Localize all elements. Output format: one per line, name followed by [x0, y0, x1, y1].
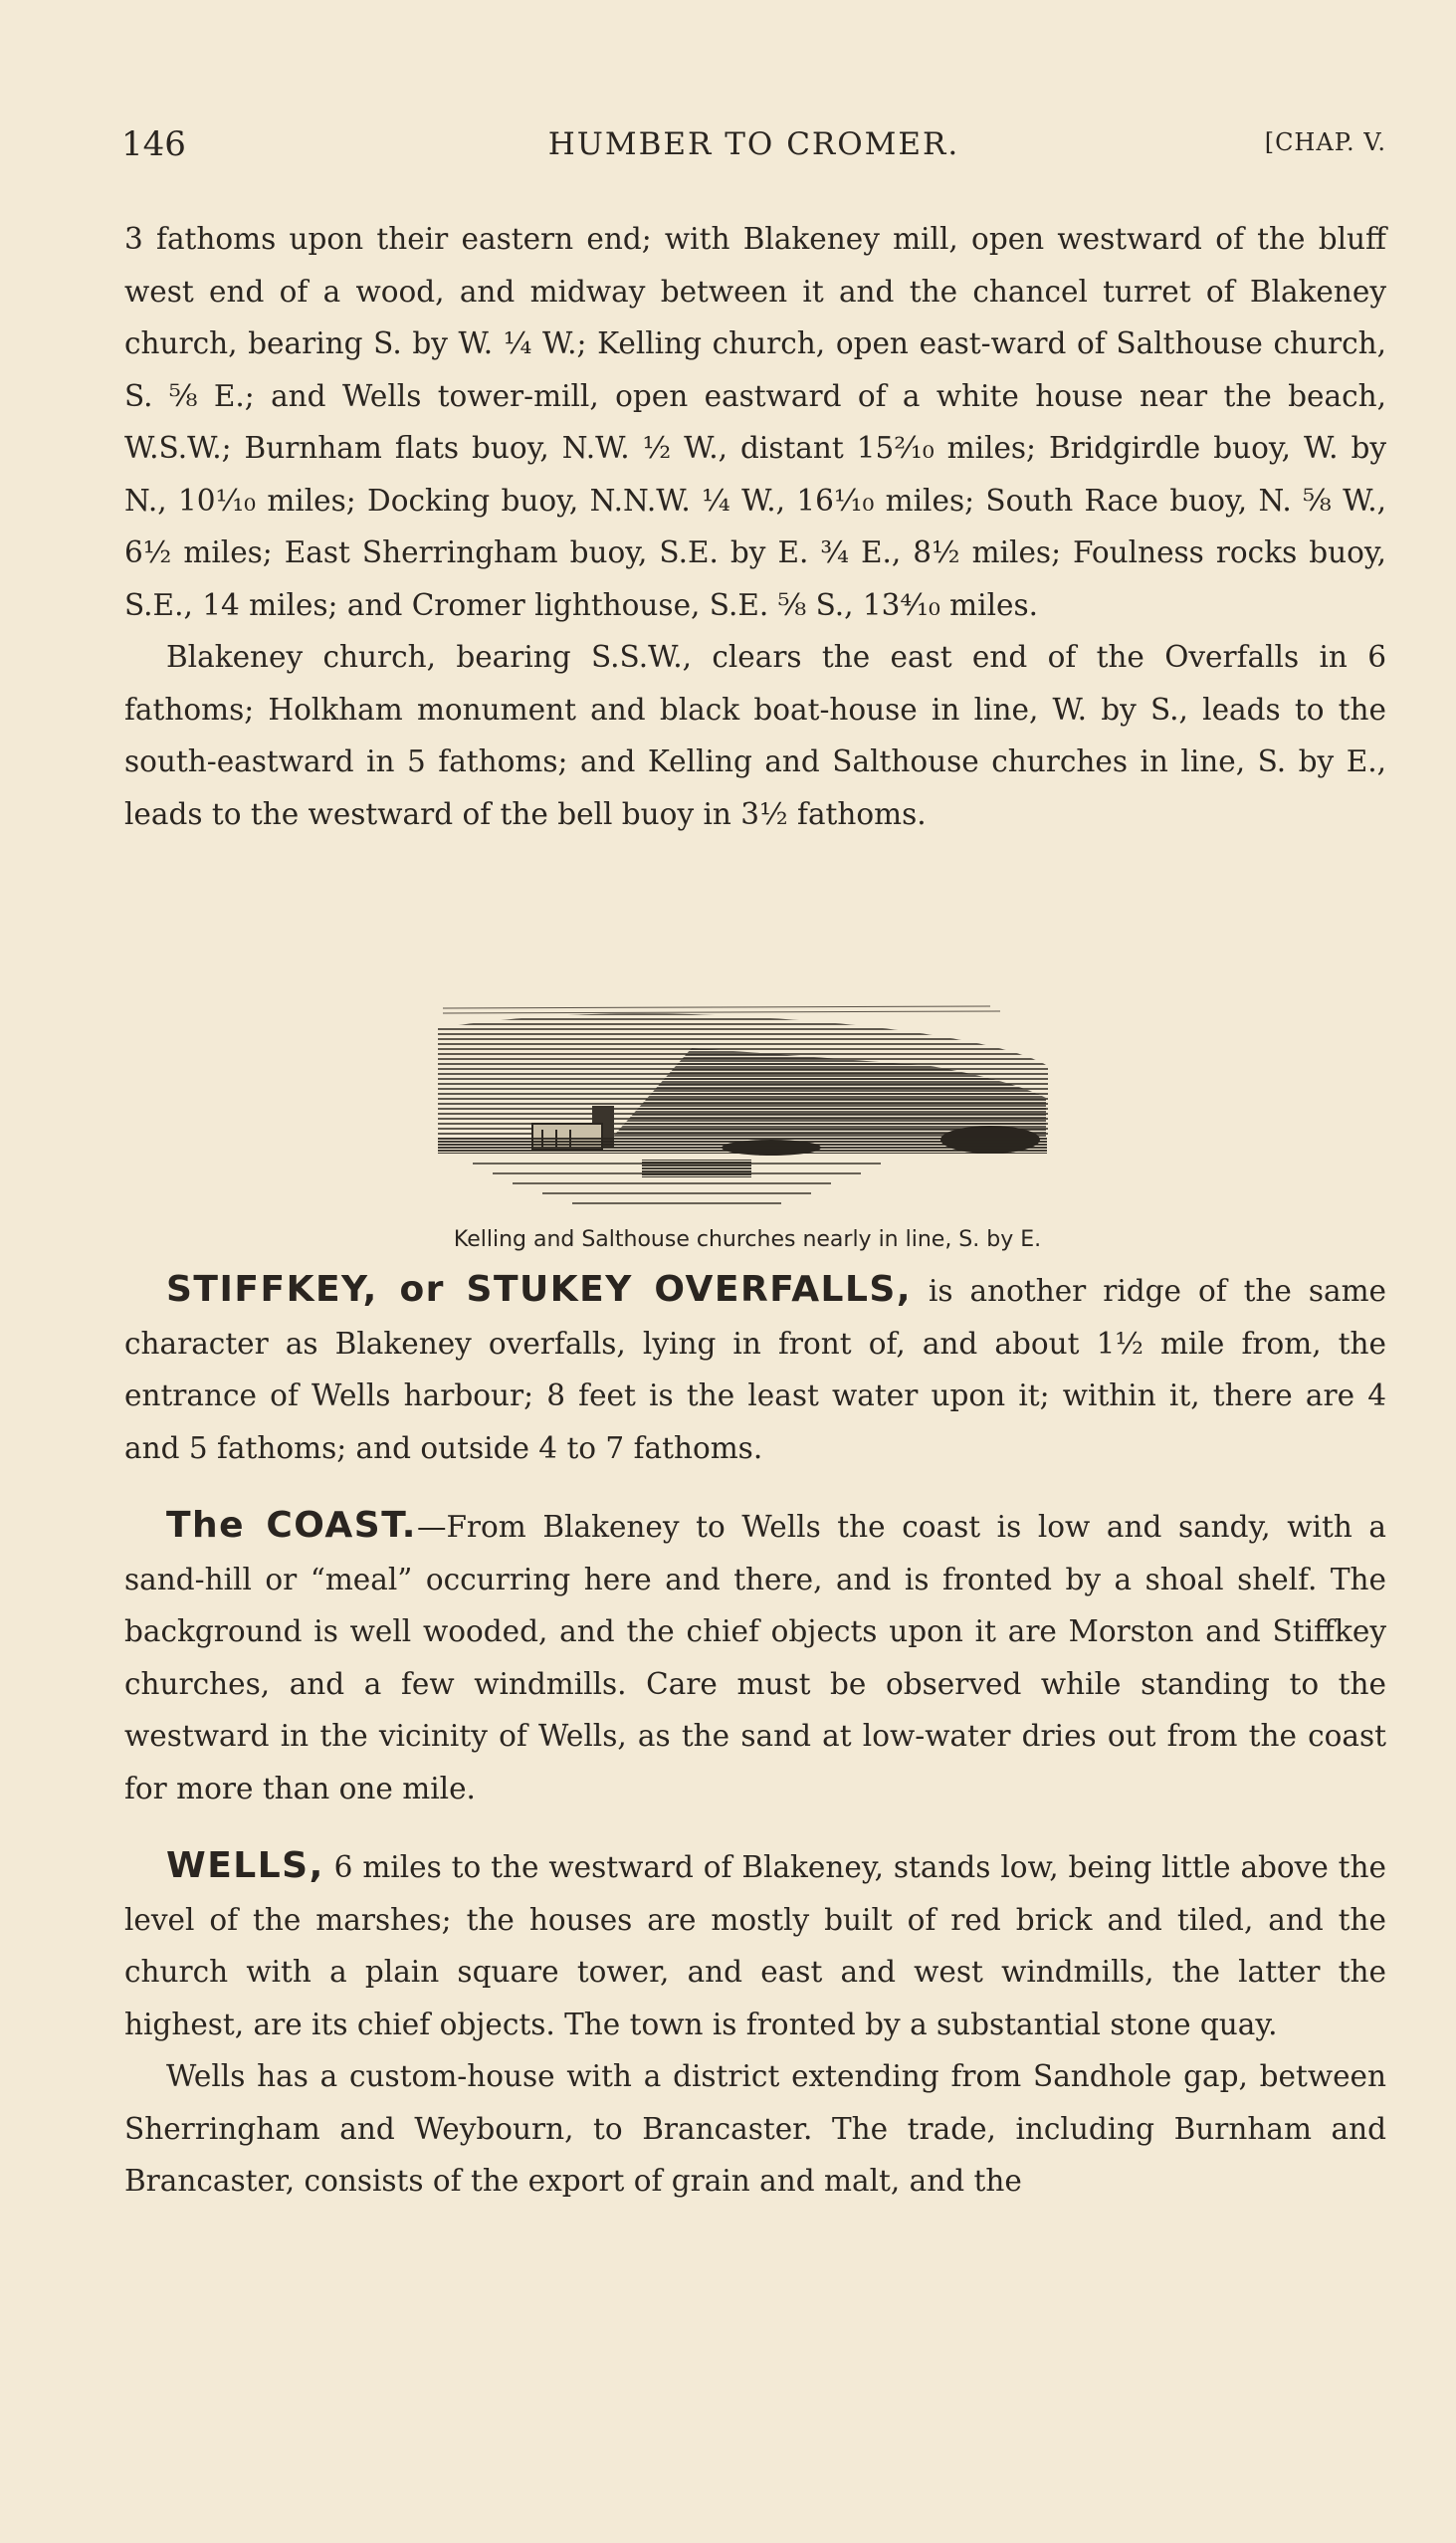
wells-heading: WELLS, — [166, 1845, 324, 1886]
coast-heading: The COAST. — [166, 1505, 417, 1546]
custom-house-paragraph: Wells has a custom-house with a district extending from Sandhole gap, between Sherringham and Weybourn, to Brancaster. The trade, including Burnham and Brancaster, consists of the export of grain and malt, and the — [124, 2059, 1386, 2198]
running-title: HUMBER TO CROMER. — [547, 126, 960, 162]
wells-text: 6 miles to the westward of Blakeney, stands low, being little above the level of the marshes; the houses are mostly built of red brick and tiled, and the church with a plain square tower, and east and west windmills, the latter the highest, are its chief objects. The town is fronted by a substantial stone quay. — [124, 1850, 1386, 2041]
stiffkey-heading: STIFFKEY, or STUKEY OVERFALLS, — [166, 1269, 913, 1310]
chapter-marker: [CHAP. V. — [1264, 128, 1386, 156]
page-number: 146 — [121, 124, 186, 164]
lower-text — [124, 1264, 1386, 2208]
wells-paragraph — [124, 1840, 1386, 2050]
figure-caption: Kelling and Salthouse churches nearly in line, S. by E. — [453, 1227, 1042, 1252]
stiffkey-paragraph — [124, 1264, 1386, 1474]
upper-text — [124, 213, 1386, 840]
coast-text: —From Blakeney to Wells the coast is low and sandy, with a sand-hill or “meal” occurring here and there, and is fronted by a shoal shelf. The background is well wooded, and the chief objects upon it are Morston and Stiffkey churches, and a few windmills. Care must be observed while standing to the westward in the vicinity of Wells, as the sand at low-water dries out from the coast for more than one mile. — [124, 1510, 1386, 1805]
continuation-paragraph: 3 fathoms upon their eastern end; with Blakeney mill, open westward of the bluff west end of a wood, and midway between it and the chancel turret of Blakeney church, bearing S. by W. ¼ W.; Kelling church, open east-ward of Salthouse church, S. ⅝ E.; and Wells tower-mill, open eastward of a white house near the beach, W.S.W.; Burnham flats buoy, N.W. ½ W., distant 15²⁄₁₀ miles; Bridgirdle buoy, W. by N., 10¹⁄₁₀ miles; Docking buoy, N.N.W. ¼ W., 16¹⁄₁₀ miles; South Race buoy, N. ⅝ W., 6½ miles; East Sherringham buoy, S.E. by E. ¾ E., 8½ miles; Foulness rocks buoy, S.E., 14 miles; and Cromer lighthouse, S.E. ⅝ S., 13⁴⁄₁₀ miles. — [124, 222, 1386, 622]
stiffkey-text: is another ridge of the same character as Blakeney overfalls, lying in front of, and about 1½ mile from, the entrance of Wells harbour; 8 feet is the least water upon it; within it, there are 4 and 5 fathoms; and outside 4 to 7 fathoms. — [124, 1274, 1387, 1465]
running-head — [121, 124, 1386, 168]
coast-paragraph — [124, 1500, 1386, 1814]
blakeney-church-paragraph: Blakeney church, bearing S.S.W., clears the east end of the Overfalls in 6 fathoms; Holkham monument and black boat-house in line, W. by S., leads to the south-eastward in 5 fathoms; and Kelling and Salthouse churches in line, S. by E., leads to the westward of the bell buoy in 3½ fathoms. — [124, 640, 1386, 831]
coast-view-illustration — [433, 988, 1062, 1213]
engraving-figure — [433, 988, 1062, 1250]
